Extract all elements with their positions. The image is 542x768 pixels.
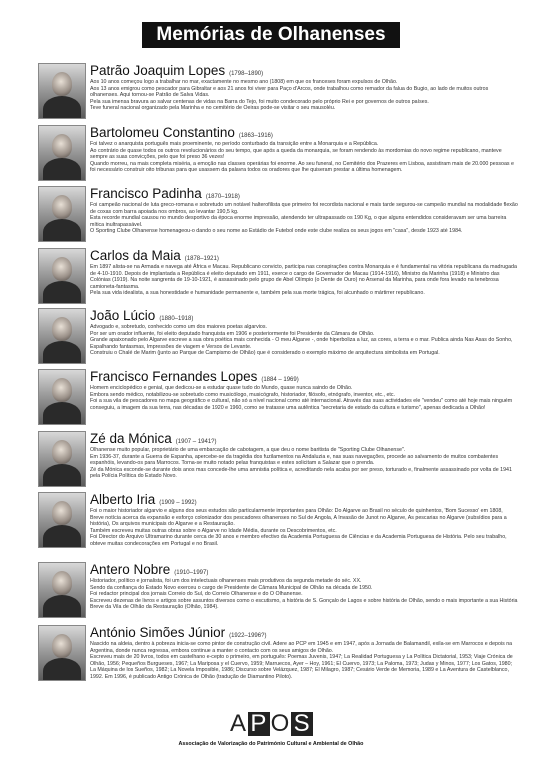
person-name: António Simões Júnior [90, 625, 226, 640]
person-dates: (1907 – 1941?) [175, 439, 217, 445]
portrait-photo [38, 492, 86, 548]
person-bio: Olhanense muito popular, proprietário de uma embarcação de cabotagem, a que deu o nome baritista de "Sporting Clube Olhanense". Em 1936-37, durante a Guerra de Espanha, apercebe-se da tragédia dos fuzilamentos na Andaluzia e, nas suas navegações, procede ao salvamento de muitos combatentes espanhóis, levando-os para Marrocos. Torna-se muito notado pelas franquistas e estes solicitam a Salazar que o prenda. Zé da Mónica esconde-se durante dois anos mas concede-lhe uma amnistia política e, acreditando nela acaba por ser preso, torturado e, finalmente assassinado por volta de 1941 pela Polícia Política do Estado Novo. [90, 447, 512, 480]
person-name: Francisco Padinha [90, 186, 202, 201]
person-name: Francisco Fernandes Lopes [90, 369, 258, 384]
person-bio: Aos 10 anos começou logo a trabalhar no mar, exactamente no mesmo ano (1808) em que os franceses foram expulsos de Olhão. Aos 13 anos emigrou como pescador para Gibraltar e aos 21 anos foi viver para Paço d'Arcos, onde trabalhou como remador da falua do Bugio, ao lado de muitos outros olhanenses. Aqui tornou-se Patrão de Salva Vidas. Pela sua imensa bravura ao salvar centenas de vidas na Barra do Tejo, foi muito condecorado pelo próprio Rei e por governos de outros países. Teve funeral nacional organizado pela Marinha e no cemitério de Oeiras pode-se visitar o seu mausoléu. [90, 79, 489, 112]
portrait-photo [38, 186, 86, 242]
person-dates: (1798–1890) [229, 71, 264, 77]
portrait-photo [38, 431, 86, 487]
person-bio: Historiador, político e jornalista, foi um dos intelectuais olhanenses mais produtivos da segunda metade do séc. XX. Sendo da confiança do Estado Novo exerceu o cargo de Presidente de Câmara Municipal de Olhão na década de 1950. Foi redactor principal dos jornais Correio do Sul, do Correio Olhanense e do O Olhanense. Escreveu dezenas de livros e artigos sobre assuntos diversos como o escutismo, a história de S. Gonçalo de Lagos e sobre história de Olhão, sendo o mais importante a sua História Breve da Vila de Olhão da Restauração (Olhão, 1984). [90, 578, 518, 611]
person-dates: (1884 – 1969) [261, 377, 299, 383]
portrait-photo [38, 562, 86, 618]
page-title: Memórias de Olhanenses [142, 22, 400, 48]
person-dates: (1910–1997) [174, 570, 209, 576]
person-name: Antero Nobre [90, 562, 171, 577]
association-name: Associação de Valorização do Património Cultural e Ambiental de Olhão [178, 741, 364, 747]
portrait-photo [38, 63, 86, 119]
portrait-photo [38, 308, 86, 364]
person-dates: (1863–1916) [238, 133, 273, 139]
person-name: Bartolomeu Constantino [90, 125, 235, 140]
person-name: Carlos da Maia [90, 248, 181, 263]
person-dates: (1870–1918) [205, 194, 240, 200]
person-dates: (1909 – 1992) [159, 500, 197, 506]
portrait-photo [38, 125, 86, 181]
person-bio: Em 1897 alista-se na Armada e navega até África e Macau. Republicano convicto, participa nas conspirações contra Monarquia e é fundamental na vitória republicana da madrugada de 4-10-1910. Depois de implantada a República é eleito deputado em 1911, exerce o cargo de Governador de Macau (1914-1916), Ministro da Marinha (1918) e Ministro das Colónias (1919). Na noite sangrenta de 19-10-1921, é assassinado pelo grupo de Abel Olímpio (o Dente de Ouro) no Arsenal da Marinha, para onde fora levado na tenebrosa camioneta-fantasma. Pela sua vida idealista, a sua honestidade e humanidade permanente e, também pela sua morte trágica, foi alcunhado o mártirrer republicano. [90, 264, 517, 297]
person-bio: Advogado e, sobretudo, conhecido como um dos maiores poetas algarvios. Por ser um orador influente, foi eleito deputado franquista em 1906 e posteriormente foi Presidente da Câmara de Olhão. Grande apaixonado pelo Algarve escreve a sua obra poética mais conhecida - O meu Algarve -, onde hiperboliza a luz, as cores, a terra e o mar. Publica ainda Nas Asas do Sonho, Espalhando fantasmas, Impressões de viagem e Versos de Levante. Construiu o Chalé de Marim (junto ao Parque de Campismo de Olhão) que é considerado o exemplo máximo de arquitectura simbolista em Portugal. [90, 324, 513, 357]
portrait-photo [38, 248, 86, 304]
apos-logo: A P O S [230, 710, 314, 738]
person-bio: Nascido na aldeia, dentro à pobreza inicia-se como pintor de construção civil. Adere ao PCP em 1945 e em 1947, após a Jornada de Balamandil, exila-se em Marrocos e depois na Argentina, donde nunca regressa, embora continue a manter o contacto com os seus amigos de Olhão. Escreveu mais de 20 livros, todos em castelhano e-cepto o primeiro, em português: Poemas Juvenis, 1947; La Realidad Portuguesa y La Política Dictatorial, 1953; Viaje Crónica de Olhão, 1956; Pequeños Burgueses, 1967; La Mariposa y el Cuervo, 1959; Marruecos, Ayer – Hoy, 1961; El Cuervo, 1973; La Paloma, 1973; Judas y Minos, 1977; Los Gatos, 1980; La Máquina de los Sueños, 1982; La Novela Imposible, 1986; Discurso sobre Velázquez, 1987; El Milagro, 1987; Cesário Verde de Memoria, 1989 e La Aventura de Castelblanco, 1992. Em 1996, é publicado Antigo Crónica de Olhão (tradução de Diamantino Piloto). [90, 641, 513, 680]
portrait-photo [38, 625, 86, 681]
person-name: Alberto Iria [90, 492, 156, 507]
person-bio: Homem enciclopédico e genial, que dedicou-se a estudar quase tudo do Mundo, quase nunca saindo de Olhão. Embora sendo médico, notabilizou-se sobretudo como musicólogo, musicógrafo, historiador, filósofo, etnógrafo, inventor, etc., etc. Foi a sua vila de pescadores no mapa geográfico e cultural, não só a nível nacional como até internacional. Através das suas actividades ele "vendeu" como até hoje mais ninguém conseguiu, a imagem da sua terra, nas décadas de 1920 e 1960, como se tratasse uma autêntica "secretaria de estado da cultura e turismo", apenas dedicada a Olhão! [90, 385, 513, 411]
person-bio: Foi campeão nacional de luta greco-romana e sobretudo um notável halterofilista que primeiro foi recordista nacional e mais tarde segurou-se campeão mundial na modalidade flexão de coxas com barra apoiada nos ombros, ao levantar 190,5 kg. Esta recorde mundial causou no mundo desportivo da época enorme impressão, atendendo ter ultrapassado os 190 Kg, o que alguns entendidos consideravam ser uma barreira mítica inultrapassável. O Sporting Clube Olhanense homenageou-o dando o seu nome ao Estádio de Futebol onde este clube realiza os seus jogos em "casa", desde 1923 até 1984. [90, 202, 518, 235]
person-name: Zé da Mónica [90, 431, 172, 446]
person-bio: Foi talvez o anarquista português mais proeminente, no período conturbado da transição entre a Monarquia e a República. Ao contrário de quase todos os outros revolucionários do seu tempo, que após a queda da monarquia, se foram rendendo às mordomias do novo regime republicano, manteve sempre as suas convicções, pelo que foi preso 36 vezes! Quando morreu, na mais completa miséria, a emoção nas classes operárias foi enorme. Ao seu funeral, no Cemitério dos Prazeres em Lisboa, assistiram mais de 20.000 pessoas e foi necessário construir oito tribunas para que usassem da palavra todos os oradores que lhe quiseram prestar a última homenagem. [90, 141, 514, 174]
person-bio: Foi o maior historiador algarvio e alguns dos seus estudos são particularmente importantes para Olhão: Do Algarve ao Brasil no século de quinhentos, 'Bom Sucesso' em 1808, Breve notícia acerca da expansão e esforço colonizador dos pescadores olhanenses no Sul de Angola, A Invasão de Junot no Algarve, As pescarias no Algarve (subsídios para a história), Os arquivos municipais do Algarve e a Restauração. Também escreveu muitas outras obras sobre o Algarve no Idade Média, durante os Descobrimentos, etc. Foi Director do Arquivo Ultramarino durante cerca de 30 anos e membro efectivo da Academia Portuguesa de Ciências e da Academia Portuguesa de História. Pelo seu trabalho, obteve muitas condecorações em Portugal e no Brasil. [90, 508, 507, 547]
person-dates: (1880–1918) [159, 316, 194, 322]
person-dates: (1878–1921) [184, 256, 219, 262]
person-dates: (1922–1996?) [229, 633, 267, 639]
portrait-photo [38, 369, 86, 425]
person-name: João Lúcio [90, 308, 156, 323]
person-name: Patrão Joaquim Lopes [90, 63, 226, 78]
